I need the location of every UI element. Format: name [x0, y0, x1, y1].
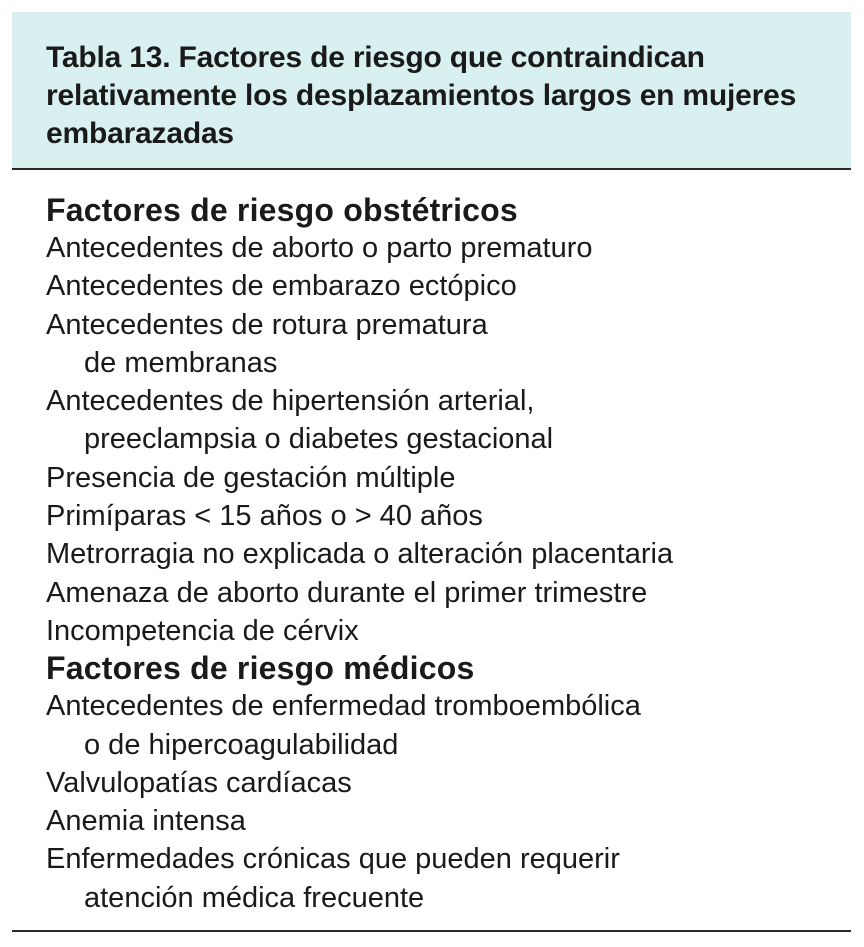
table-title: Tabla 13. Factores de riesgo que contraindican relativamente los desplazamientos largos en mujeres embarazadas: [46, 41, 797, 150]
list-item: Primíparas < 15 años o > 40 años: [46, 500, 483, 533]
list-item: Antecedentes de embarazo ectópico: [46, 270, 517, 303]
list-item: Antecedentes de rotura prematura: [46, 308, 488, 341]
list-item-continuation: de membranas: [84, 346, 278, 379]
obstetric-risk-list: [46, 229, 817, 650]
list-item: Valvulopatías cardíacas: [46, 766, 352, 799]
section-heading-medical: Factores de riesgo médicos: [46, 650, 475, 687]
list-item: Enfermedades crónicas que pueden requerir: [46, 843, 620, 876]
list-item: Metrorragia no explicada o alteración placentaria: [46, 538, 674, 571]
list-item: Amenaza de aborto durante el primer trimestre: [46, 576, 648, 609]
list-item: Incompetencia de cérvix: [46, 614, 359, 647]
risk-factors-table: [12, 12, 851, 932]
list-item: Antecedentes de hipertensión arterial,: [46, 385, 535, 418]
table-body: [12, 170, 851, 917]
section-heading-obstetric: Factores de riesgo obstétricos: [46, 192, 518, 228]
list-item: Presencia de gestación múltiple: [46, 461, 456, 494]
list-item-continuation: atención médica frecuente: [84, 881, 425, 914]
list-item-continuation: preeclampsia o diabetes gestacional: [84, 423, 554, 456]
list-item-continuation: o de hipercoagulabilidad: [84, 728, 399, 761]
list-item: Antecedentes de aborto o parto prematuro: [46, 232, 593, 264]
list-item: Antecedentes de enfermedad tromboembólica: [46, 690, 641, 723]
table-bottom-rule: [12, 930, 851, 932]
list-item: Anemia intensa: [46, 805, 246, 838]
table-title-band: [12, 12, 851, 170]
medical-risk-list: [46, 687, 817, 917]
